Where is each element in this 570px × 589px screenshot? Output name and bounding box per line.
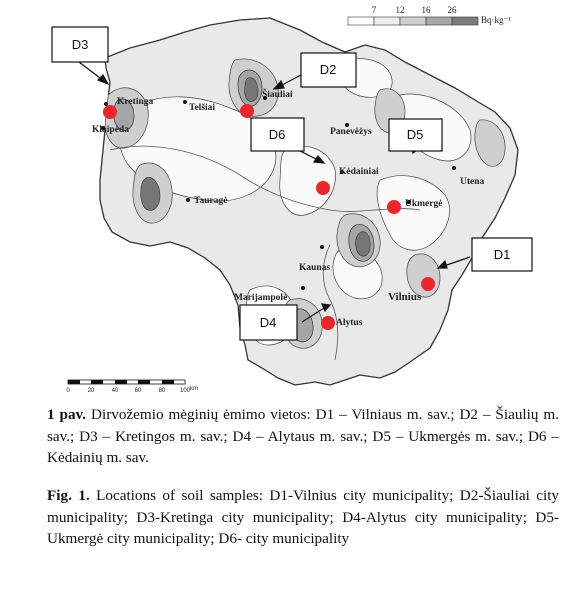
caption-label-en: Fig. 1. <box>47 487 90 504</box>
scale-tick: 40 <box>111 388 119 394</box>
city-vilnius: Vilnius <box>388 291 422 303</box>
scale-tick: 100 <box>179 388 191 394</box>
sample-marker-d1 <box>421 277 435 291</box>
caption-text-en: Locations of soil samples: D1-Vilnius city municipality; D2-Šiauliai city municipality; D3-Kretinga city municipality; D4-Alytus city municipality; D5-Ukmergė city municipality; D6- city municipality <box>47 487 560 548</box>
legend-colorbar <box>348 5 511 25</box>
svg-text:D2: D2 <box>319 62 337 77</box>
city-dot <box>301 286 305 290</box>
city-kaunas: Kaunas <box>299 263 331 273</box>
legend-tick: 26 <box>447 5 457 15</box>
svg-text:D3: D3 <box>71 37 89 52</box>
scale-tick: 0 <box>66 388 70 394</box>
city-dot <box>320 245 324 249</box>
city-dot <box>452 166 456 170</box>
sample-marker-d6 <box>316 181 330 195</box>
city-kedainiai: Kėdainiai <box>339 167 379 177</box>
sample-marker-d4 <box>321 316 335 330</box>
legend-tick: 16 <box>421 5 431 15</box>
legend-swatch <box>400 17 426 25</box>
svg-text:D5: D5 <box>406 127 424 142</box>
caption-text-lt: Dirvožemio mėginių ėmimo vietos: D1 – Vilniaus m. sav.; D2 – Šiaulių m. sav.; D3 – Kretingos m. sav.; D4 – Alytaus m. sav.; D5 – Ukmergės m. sav.; D6 – Kėdainių m. sav. <box>47 406 559 467</box>
legend-tick: 12 <box>395 5 405 15</box>
city-dot <box>186 198 190 202</box>
figure-caption-lt <box>47 404 559 469</box>
legend-swatches <box>348 17 478 25</box>
legend-tick: 7 <box>371 5 377 15</box>
callout-d1 <box>472 238 532 271</box>
sample-marker-d5 <box>387 200 401 214</box>
city-dot <box>104 102 108 106</box>
city-utena: Utena <box>460 177 485 187</box>
scale-unit: km <box>190 386 198 392</box>
scale-tick: 80 <box>158 388 166 394</box>
svg-text:D6: D6 <box>268 127 286 142</box>
callout-d3 <box>52 27 108 62</box>
figure-caption-en <box>47 485 559 550</box>
legend-swatch <box>426 17 452 25</box>
city-taurage: Tauragė <box>194 196 228 206</box>
city-marijampole: Marijampolė <box>234 293 288 303</box>
callout-d5 <box>389 119 442 151</box>
legend-swatch <box>452 17 478 25</box>
city-klaipeda: Klaipėda <box>92 125 129 135</box>
city-dot <box>183 100 187 104</box>
legend-unit: Bq·kg⁻¹ <box>481 15 511 25</box>
city-alytus: Alytus <box>336 318 363 328</box>
city-telsiai: Telšiai <box>189 103 216 113</box>
city-kretinga: Kretinga <box>117 97 154 107</box>
city-ukmerge: Ukmergė <box>405 199 443 209</box>
svg-text:D4: D4 <box>259 315 277 330</box>
city-panevezys: Panevėžys <box>330 127 372 137</box>
callout-d4 <box>240 305 297 340</box>
sample-marker-d2 <box>240 104 254 118</box>
city-siauliai: Šiauliai <box>262 90 293 100</box>
zone-max <box>356 232 371 256</box>
callout-d6 <box>251 118 304 151</box>
svg-text:D1: D1 <box>493 247 511 262</box>
scale-tick: 20 <box>87 388 95 394</box>
legend-swatch <box>374 17 400 25</box>
scale-bar <box>66 380 198 394</box>
callout-d2 <box>301 53 356 87</box>
sample-marker-d3 <box>103 105 117 119</box>
legend-swatch <box>348 17 374 25</box>
caption-label-lt: 1 pav. <box>47 406 87 423</box>
scale-tick: 60 <box>134 388 142 394</box>
